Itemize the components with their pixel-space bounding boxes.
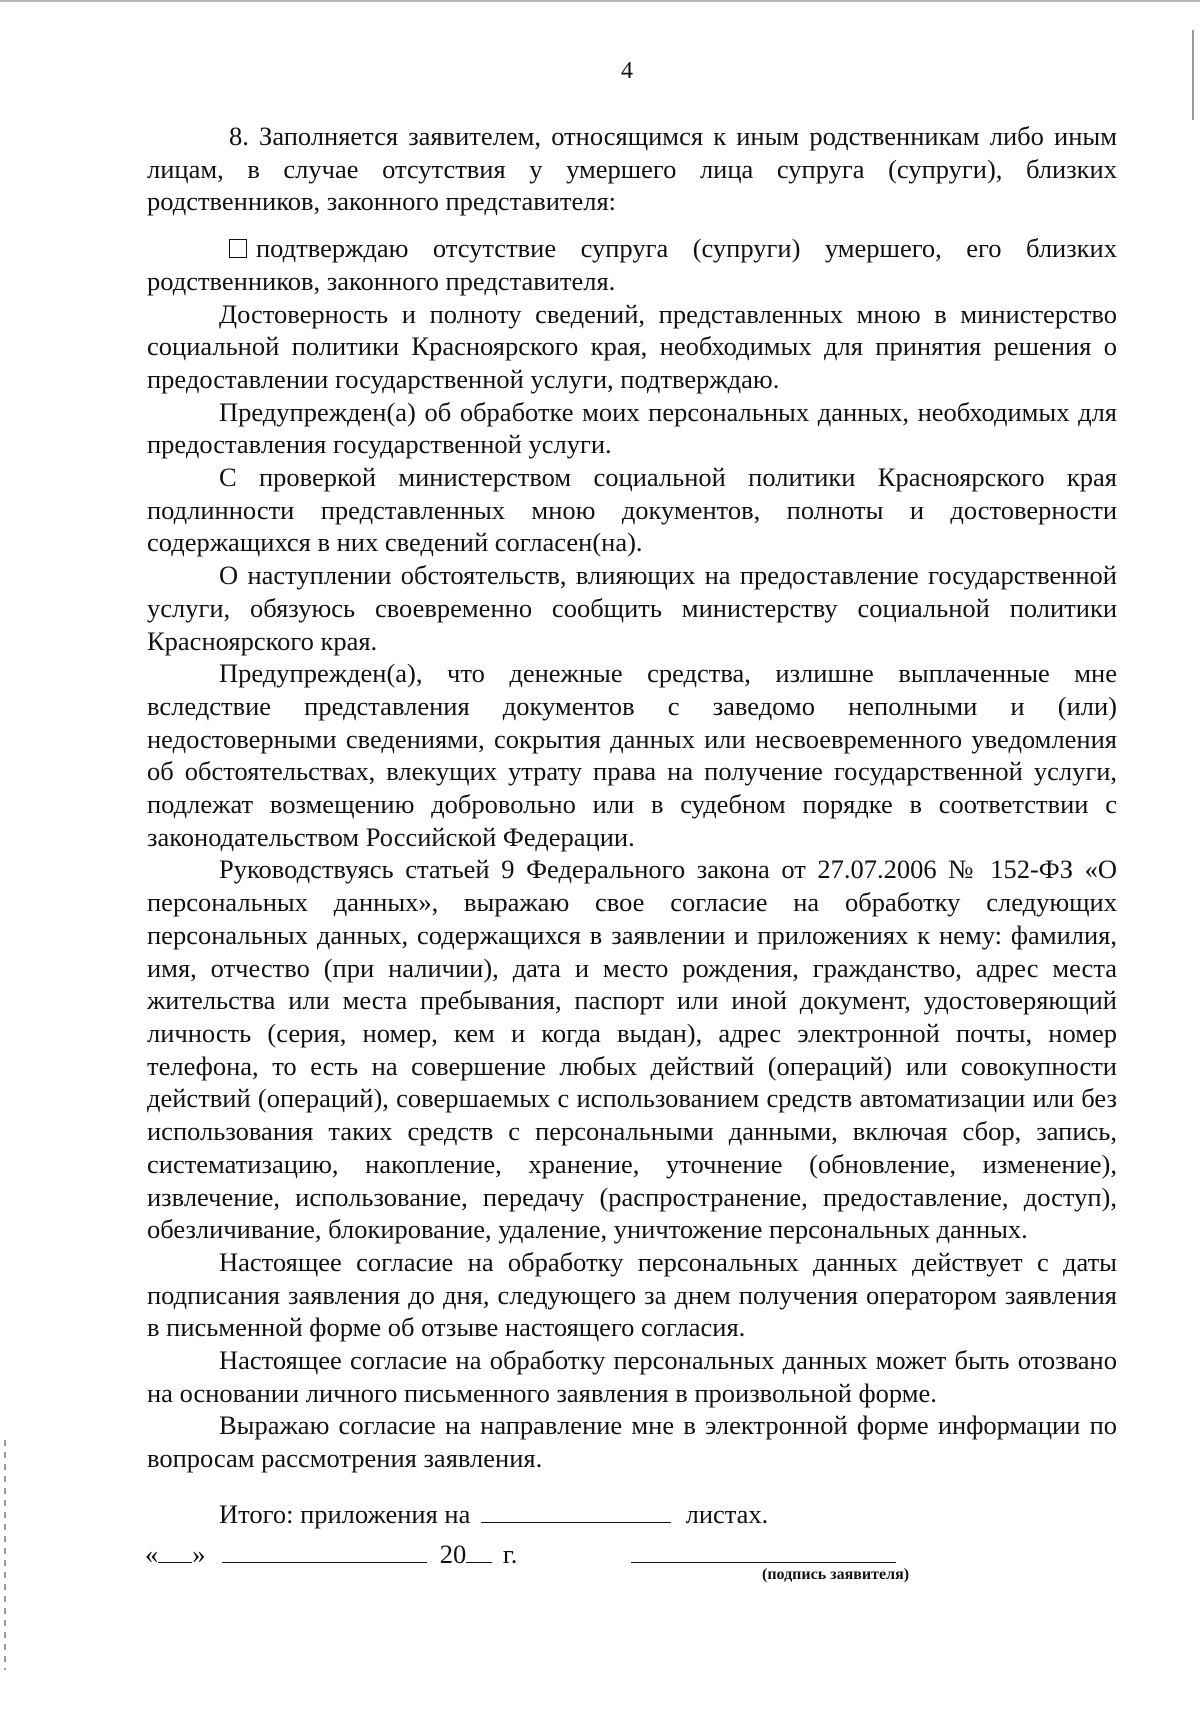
document-body: [147, 120, 1117, 1475]
notification-obligation: О наступлении обстоятельств, влияющих на предоставление государственной услуги, обязуюсь своевременно сообщить министерству социальной политики Красноярского края.: [147, 560, 1117, 656]
signature-field[interactable]: [631, 1562, 896, 1563]
checkbox-paragraph: [147, 232, 1117, 297]
date-year-prefix: 20: [439, 1539, 467, 1569]
personal-data-consent: Руководствуясь статьей 9 Федерального закона от 27.07.2006 № 152-ФЗ «О персональных данных», выражаю свое согласие на обработку следующих персональных данных, содержащихся в заявлении и приложениях к нему: фамилия, имя, отчество (при наличии), дата и место рождения, гражданство, адрес места жительства или места пребывания, паспорт или иной документ, удостоверяющий личность (серия, номер, кем и когда выдан), адрес электронной почты, номер телефона, то есть на совершение любых действий (операций) или совокупности действий (операций), совершаемых с использованием средств автоматизации или без использования таких средств с персональными данными, включая сбор, запись, систематизацию, накопление, хранение, уточнение (обновление, изменение), извлечение, использование, передачу (распространение, предоставление, доступ), обезличивание, блокирование, удаление, уничтожение персональных данных.: [147, 854, 1117, 1245]
data-processing-warning: Предупрежден(а) об обработке моих персональных данных, необходимых для предоставления государственной услуги.: [147, 396, 1117, 460]
date-month-field[interactable]: [222, 1540, 427, 1563]
scan-edge-top: [0, 0, 1200, 2]
date-year-field[interactable]: [466, 1540, 492, 1563]
checkbox-label: подтверждаю отсутствие супруга (супруги) умершего, его близких родственников, законного представителя.: [147, 233, 1117, 296]
page-number: 4: [621, 58, 633, 84]
consent-validity: Настоящее согласие на обработку персональных данных действует с даты подписания заявления до дня, следующего за днем получения оператором заявления в письменной форме об отзыве настоящего согласия.: [147, 1246, 1117, 1343]
verification-consent: С проверкой министерством социальной политики Красноярского края подлинности представленных мною документов, полноты и достоверности содержащихся в них сведений согласен(на).: [147, 462, 1117, 558]
date-day-field[interactable]: [158, 1540, 192, 1563]
consent-revocation: Настоящее согласие на обработку персональных данных может быть отозвано на основании личного письменного заявления в произвольной форме.: [147, 1345, 1117, 1408]
attachments-line: [219, 1499, 768, 1530]
attachments-count-field[interactable]: [481, 1500, 671, 1523]
date-year-suffix: г.: [502, 1539, 518, 1569]
date-line: [145, 1539, 517, 1570]
date-close-quote: »: [192, 1539, 206, 1569]
attachments-suffix: листах.: [685, 1499, 769, 1529]
scan-edge-left: [4, 1440, 6, 1670]
reliability-paragraph: Достоверность и полноту сведений, представленных мною в министерство социальной политики Красноярского края, необходимых для принятия решения о предоставлении государственной услуги, подтверждаю.: [147, 298, 1117, 394]
item-8-paragraph: 8. Заполняется заявителем, относящимся к иным родственникам либо иным лицам, в случае отсутствия у умершего лица супруга (супруги), близких родственников, законного представителя:: [147, 121, 1117, 217]
date-open-quote: «: [145, 1539, 159, 1569]
signature-caption: (подпись заявителя): [762, 1566, 910, 1583]
checkbox-icon[interactable]: [229, 239, 247, 258]
attachments-prefix: Итого: приложения на: [219, 1499, 471, 1529]
overpayment-warning: Предупрежден(а), что денежные средства, излишне выплаченные мне вследствие представления документов с заведомо неполными и (или) недостоверными сведениями, сокрытия данных или несвоевременного уведомления об обстоятельствах, влекущих утрату права на получение государственной услуги, подлежат возмещению добровольно или в судебном порядке в соответствии с законодательством Российской Федерации.: [147, 658, 1117, 852]
electronic-info-consent: Выражаю согласие на направление мне в электронной форме информации по вопросам рассмотрения заявления.: [147, 1410, 1117, 1474]
